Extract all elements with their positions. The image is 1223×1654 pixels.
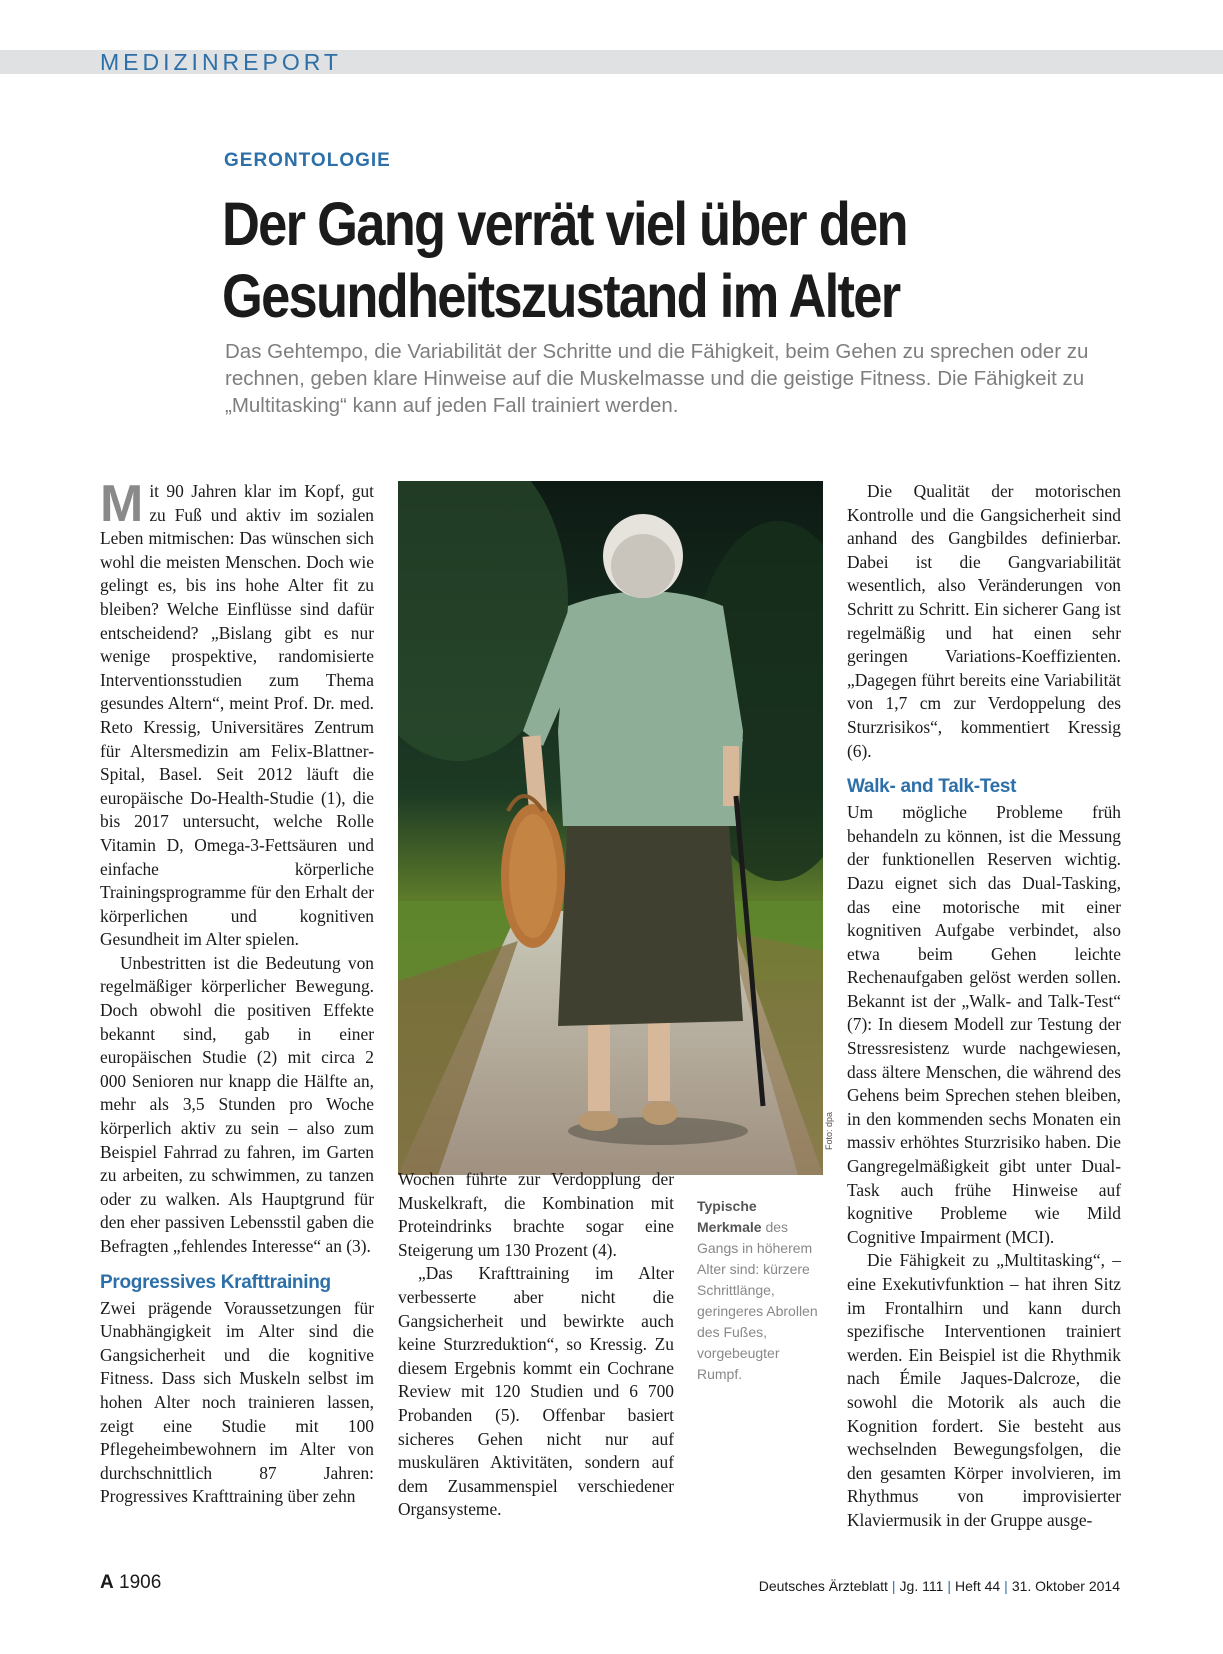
separator: | [891, 1578, 896, 1594]
photo-caption [697, 1196, 825, 1385]
separator: | [1004, 1578, 1008, 1594]
separator: | [947, 1578, 952, 1594]
paragraph [100, 475, 374, 952]
page-prefix: A [100, 1572, 114, 1593]
paragraph: Wochen führte zur Verdopplung der Muskelkraft, die Kombination mit Proteindrinks brachte sogar eine Steigerung um 130 Prozent (4). [398, 1169, 674, 1260]
paragraph: Um mögliche Probleme früh behandeln zu können, ist die Messung der funktionellen Reserven wichtig. Dazu eignet sich das Dual-Tasking, das eine motorische mit einer kognitiven Aufgabe verbindet, also etwa beim Gehen leichte Rechenaufgaben gelöst werden sollen. Bekannt ist der „Walk- and Talk-Test“ (7): In diesem Modell zur Testung der Stressresistenz wurde nachgewiesen, dass ältere Menschen, die während des Gehens beim Sprechen stehen bleiben, in den kommenden sechs Monaten ein massiv erhöhtes Sturzrisiko haben. Die Gangregelmäßigkeit gibt unter Dual-Task auch frühe Hinweise auf kognitive Probleme wie Mild Cognitive Impairment (MCI). [847, 802, 1121, 1247]
text-column-3 [847, 480, 1121, 1533]
subheading-walk-talk: Walk- and Talk-Test [847, 776, 1017, 798]
text-column-2 [398, 1168, 674, 1522]
drop-cap: M [100, 475, 144, 533]
journal-date: 31. Oktober 2014 [1011, 1578, 1120, 1594]
paragraph: „Das Krafttraining im Alter verbesserte aber nicht die Gangsicherheit und bewirkte auch keine Sturzreduktion“, so Kressig. Zu diesem Ergebnis kommt ein Cochrane Review mit 120 Studien und 6 700 Probanden (5). Offenbar basiert sicheres Gehen nicht nur auf muskulären Aktivitäten, sondern auf dem Zusammenspiel verschiedener Organsysteme. [398, 1263, 674, 1520]
paragraph: Die Fähigkeit zu „Multitasking“, – eine Exekutivfunktion – hat ihren Sitz im Frontalhirn und kann durch spezifische Interventionen trainiert werden. Ein Beispiel ist die Rhythmik nach Émile Jaques-Dalcroze, die sowohl die Motorik als auch die Kognition fordert. Sie besteht aus wechselnden Bewegungsfolgen, die den gesamten Körper involvieren, im Rhythmus von improvisierter Klaviermusik in der Gruppe ausge- [847, 1250, 1121, 1530]
article-lead: Das Gehtempo, die Variabilität der Schritte und die Fähigkeit, beim Gehen zu sprechen oder zu rechnen, geben klare Hinweise auf die Muskelmasse und die geistige Fitness. Die Fähigkeit zu „Multitasking“ kann auf jeden Fall trainiert werden. [225, 340, 1089, 417]
elderly-woman-walking-image [398, 481, 823, 1175]
article-kicker: GERONTOLOGIE [224, 150, 391, 171]
journal-volume: Jg. 111 [899, 1578, 944, 1594]
paragraph: Unbestritten ist die Bedeutung von regelmäßiger körperlicher Bewegung. Doch obwohl die positiven Effekte bekannt sind, gab in einer europäischen Studie (2) mit circa 2 000 Senioren nur knapp die Hälfte an, mehr als 3,5 Stunden pro Woche körperlich aktiv zu sein – also zum Beispiel Fahrrad zu fahren, im Garten zu arbeiten, zu schwimmen, zu tanzen oder zu walken. Als Hauptgrund für den eher passiven Lebensstil gaben die Befragten „fehlendes Interesse“ an (3). [100, 952, 374, 1256]
paragraph: Die Qualität der motorischen Kontrolle und die Gangsicherheit sind anhand des Gangbildes definierbar. Dabei ist die Gangvariabilität wesentlich, also Veränderungen von Schritt zu Schritt. Ein sicherer Gang ist regelmäßig und hat einen sehr geringen Variations-Koeffizienten. „Dagegen führt bereits eine Variabilität von 1,7 cm zur Verdoppelung des Sturzrisikos“, kommentiert Kressig (6). [847, 481, 1121, 761]
photo-credit: Foto: dpa [824, 1111, 834, 1150]
paragraph: Zwei prägende Voraussetzungen für Unabhängigkeit im Alter sind die Gangsicherheit und die kognitive Fitness. Dass sich Muskeln selbst im hohen Alter noch trainieren lassen, zeigt eine Studie mit 100 Pflegeheimbewohnern im Alter von durchschnittlich 87 Jahren: Progressives Krafttraining über zehn [100, 1297, 374, 1507]
caption-text: des Gangs in höherem Alter sind: kürzere Schrittlänge, geringeres Abrollen des Fußes, vorgebeugter Rumpf. [697, 1219, 818, 1382]
journal-info [759, 1578, 1120, 1594]
text-column-1 [100, 475, 374, 1509]
section-label: MEDIZINREPORT [100, 49, 342, 75]
headline-line-2: Gesundheitszustand im Alter [222, 262, 900, 330]
caption-bold: Typische Merkmale [697, 1198, 762, 1235]
journal-name: Deutsches Ärzteblatt [758, 1578, 888, 1594]
headline-line-1: Der Gang verrät viel über den [222, 190, 907, 258]
article-headline [222, 188, 1048, 332]
article-photo [398, 481, 823, 1175]
paragraph-text: it 90 Jahren klar im Kopf, gut zu Fuß und aktiv im sozialen Leben mitmischen: Das wünschen sich wohl die meisten Menschen. Doch wie gelingt es, bis ins hohe Alter fit zu bleiben? Welche Einflüsse sind dafür entscheidend? „Bislang gibt es nur wenige prospektive, randomisierte Interventionsstudien zum Thema gesundes Altern“, meint Prof. Dr. med. Reto Kressig, Universitäres Zentrum für Altersmedizin am Felix-Blattner-Spital, Basel. Seit 2012 läuft die europäische Do-Health-Studie (1), die bis 2017 untersucht, welche Rolle Vitamin D, Omega-3-Fettsäuren und einfache körperliche Trainingsprogramme für den Erhalt der körperlichen und kognitiven Gesundheit im Alter spielen. [100, 481, 374, 950]
page-number-value: 1906 [119, 1572, 162, 1593]
subheading-krafttraining: Progressives Krafttraining [100, 1271, 331, 1293]
journal-issue: Heft 44 [955, 1578, 1001, 1594]
page-number [100, 1572, 161, 1594]
